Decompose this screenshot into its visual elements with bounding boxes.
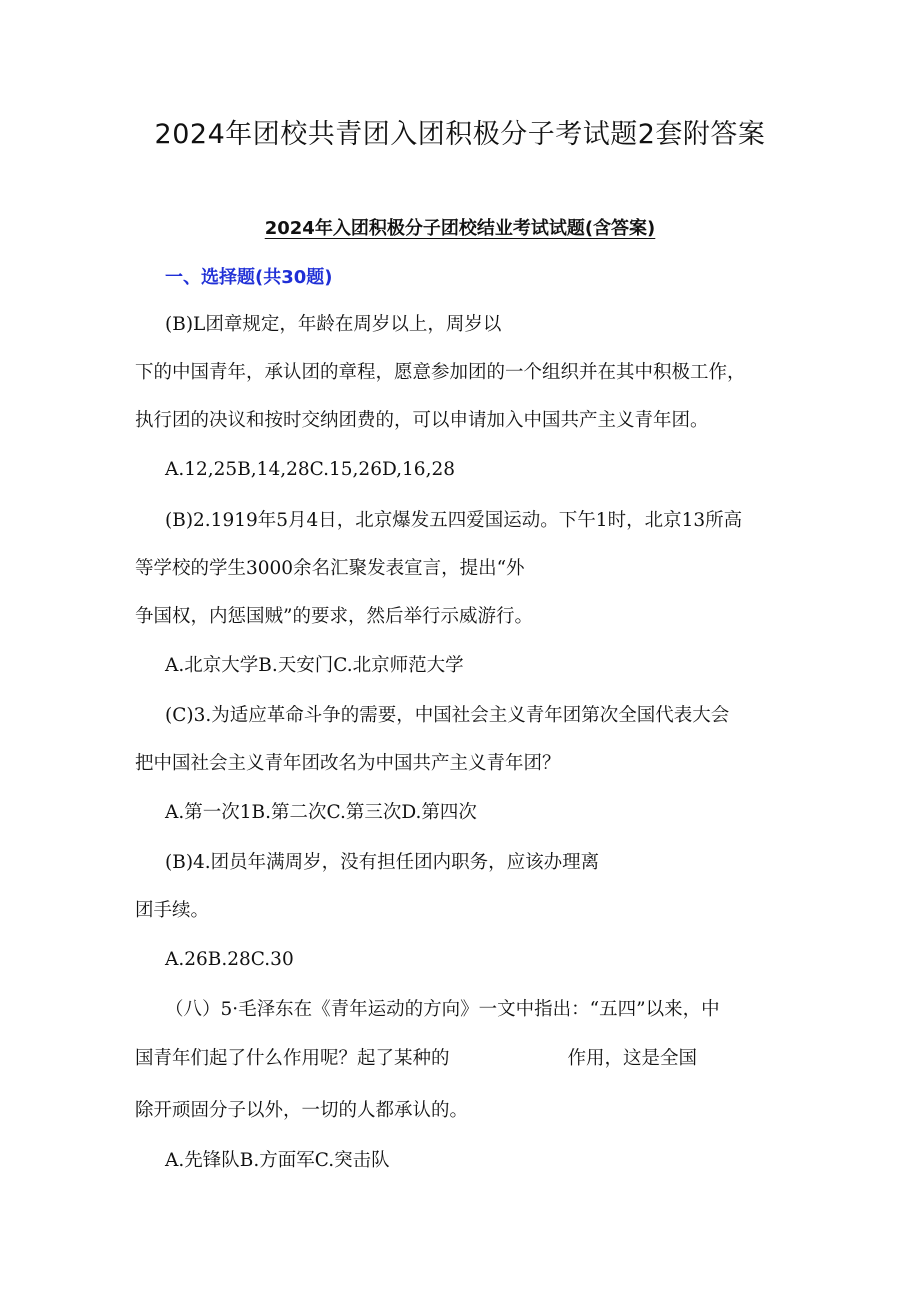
question-1-text-cont: 执行团的决议和按时交纳团费的，可以申请加入中国共产主义青年团。 [135, 410, 709, 431]
question-5-text-part: 国青年们起了什么作用呢？起了某种的 [135, 1048, 450, 1069]
question-3-options: A.第一次1B.第二次C.第三次D.第四次 [165, 802, 477, 823]
question-3-text-cont: 把中国社会主义青年团改名为中国共产主义青年团？ [135, 753, 561, 774]
question-4-options: A.26B.28C.30 [165, 949, 294, 970]
question-5-text-cont [135, 1048, 697, 1070]
question-2-text: (B)2.1919年5月4日，北京爆发五四爱国运动。下午1时，北京13所高 [165, 510, 743, 531]
question-5-options: A.先锋队B.方面军C.突击队 [165, 1150, 390, 1171]
question-4-text-cont: 团手续。 [135, 900, 210, 921]
question-3-text: (C)3.为适应革命斗争的需要，中国社会主义青年团第次全国代表大会 [165, 705, 730, 726]
question-4-text: (B)4.团员年满周岁，没有担任团内职务，应该办理离 [165, 852, 600, 873]
question-5-text-part: 作用，这是全国 [567, 1048, 698, 1069]
question-2-text-cont: 等学校的学生3000余名汇聚发表宣言，提出“外 [135, 558, 525, 579]
exam-subtitle: 2024年入团积极分子团校结业考试试题(含答案) [264, 218, 656, 239]
document-title: 2024年团校共青团入团积极分子考试题2套附答案 [154, 119, 766, 150]
question-5-text-cont: 除开顽固分子以外，一切的人都承认的。 [135, 1100, 469, 1121]
question-2-text-cont: 争国权，内惩国贼”的要求，然后举行示威游行。 [135, 606, 533, 627]
section-heading: 一、选择题(共30题) [165, 267, 333, 288]
question-5-text: （八）5·毛泽东在《青年运动的方向》一文中指出：“五四”以来，中 [165, 999, 720, 1020]
question-1-text-cont: 下的中国青年，承认团的章程，愿意参加团的一个组织并在其中积极工作， [135, 362, 746, 383]
question-2-options: A.北京大学B.天安门C.北京师范大学 [165, 655, 464, 676]
question-1-text: (B)L团章规定，年龄在周岁以上，周岁以 [165, 314, 502, 335]
question-1-options: A.12,25B,14,28C.15,26D,16,28 [165, 459, 455, 480]
